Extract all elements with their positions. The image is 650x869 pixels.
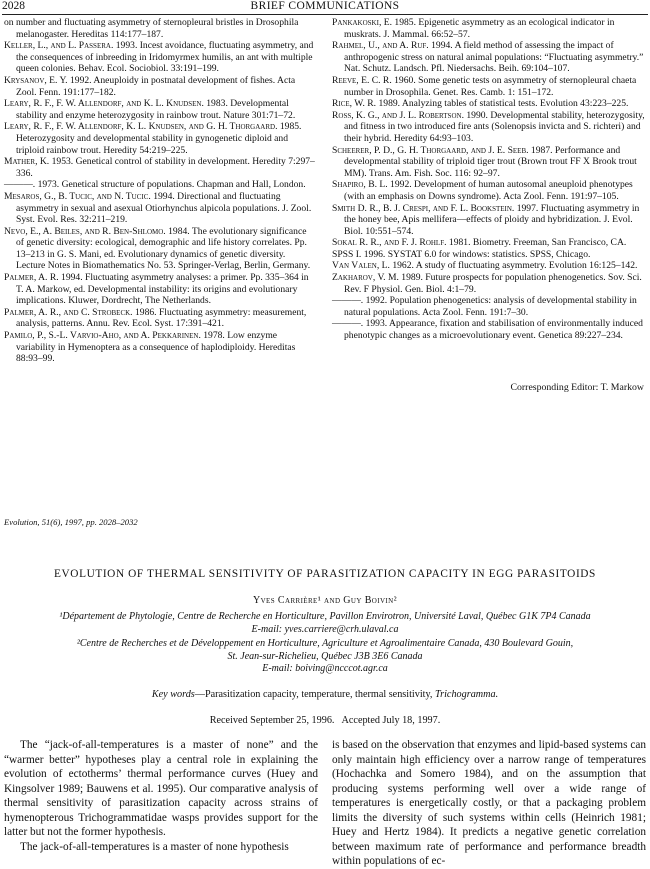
reference-authors: Pamilo, P., S.-L. Varvio-Aho, and A. Pekkarinen. (4, 330, 201, 342)
article-title: EVOLUTION OF THERMAL SENSITIVITY OF PARASITIZATION CAPACITY IN EGG PARASITOIDS (54, 568, 596, 580)
reference-authors: Leary, R. F., F. W. Allendorf, and K. L. Knudsen. (4, 98, 204, 110)
reference-authors: Shapiro, B. L. (332, 179, 388, 191)
affiliation-2: ²Centre de Recherches et de Développement en Horticulture, Agriculture et Agroalimentaire Canada, 430 Boulevard Gouin, (76, 638, 574, 649)
reference-entry (332, 179, 646, 202)
reference-authors: Nevo, E., A. Beiles, and R. Ben-Shlomo. (4, 225, 166, 237)
reference-authors: Mesaros, G., B. Tucic, and N. Tucic. (4, 190, 151, 202)
keywords (0, 689, 650, 700)
reference-authors: Mather, K. (4, 156, 50, 168)
reference-text: 1992. Population phenogenetics: analysis of developmental stability in natural populations. Acta Zool. Fenn. 191:7–30. (344, 295, 637, 318)
affiliation-2-email: E-mail: boiving@ncccot.agr.ca (262, 663, 388, 675)
reference-entry (332, 17, 646, 40)
reference-text: 1986. Fluctuating asymmetry: measurement, analysis, patterns. Annu. Rev. Ecol. Syst. 17:391–421. (16, 306, 307, 330)
reference-authors: Van Valen, L. (332, 260, 390, 272)
reference-entry (332, 110, 646, 145)
reference-text: 1989. Future prospects for population phenogenetics. Sov. Sci. Rev. F Physiol. Gen. Biol. 4:1–79. (344, 272, 642, 295)
body-paragraph: The jack-of-all-temperatures is a master of none hypothesis (20, 840, 289, 853)
reference-authors: Sokal R. R., and F. J. Rohlf. (332, 237, 447, 249)
reference-entry (332, 145, 646, 180)
reference-text: 1996. SYSTAT 6.0 for windows: statistics. SPSS, Chicago. (361, 248, 591, 260)
reference-text: 1994. Directional and fluctuating asymmetry in sexual and asexual Otiorhynchus alpicola populations. J. Zool. Syst. Evol. Res. 32:211–219. (16, 190, 312, 226)
references-right-column (332, 17, 646, 342)
reference-entry (332, 237, 646, 249)
reference-authors: Leary, R. F., F. W. Allendorf, K. L. Knudsen, and G. H. Thorgaard. (4, 121, 278, 133)
reference-authors: ———. (332, 295, 364, 307)
reference-authors: Palmer, A. R. (4, 272, 59, 284)
affiliation-1: ¹Département de Phytologie, Centre de Recherche en Horticulture, Pavillon Envirotron, Université Laval, Québec G1K 7P4 Canada (59, 611, 591, 622)
corresponding-editor: Corresponding Editor: T. Markow (510, 382, 644, 393)
reference-text: 1983. Developmental stability and enzyme heterozygosity in rainbow trout. Nature 301:71–72. (16, 98, 296, 121)
reference-entry (332, 75, 646, 98)
reference-entry (4, 272, 316, 307)
reference-text: 1962. A study of fluctuating asymmetry. Evolution 16:125–142. (389, 260, 638, 272)
reference-text: 1993. Incest avoidance, fluctuating asymmetry, and the consequences of inbreeding in Iridomyrmex humilis, an ant with multiple queen colonies. Behav. Ecol. Sociobiol. 33:191–199. (16, 40, 314, 75)
reference-entry (4, 191, 316, 226)
page-number: 2028 (2, 0, 25, 12)
reference-entry (332, 40, 646, 75)
keywords-label: Key words (151, 689, 195, 700)
reference-entry (4, 75, 316, 98)
reference-entry (332, 318, 646, 341)
received-accepted-dates: Received September 25, 1996. Accepted July 18, 1997. (209, 715, 441, 726)
affiliation-2-city: St. Jean-sur-Richelieu, Québec J3B 3E6 Canada (227, 650, 423, 662)
reference-authors: Rice, W. R. (332, 98, 377, 110)
reference-authors: Keller, L., and L. Passera. (4, 40, 114, 52)
reference-authors: ———. (4, 179, 36, 191)
reference-text: 1992. Development of human autosomal aneuploid phenotypes (with an emphasis on Downs syndrome). Acta Zool. Fenn. 191:97–105. (344, 179, 633, 202)
body-paragraph: is based on the observation that enzymes and lipid-based systems can only maintain high efficiency over a narrow range of temperatures (Hochachka and Somero 1984), and on the assumption that producing systems performing well over a wide range of temperatures is energetically costly, or that a packaging problem limits the diversity of such systems within cells (Heinrich 1981; Huey and Hertz 1984). It predicts a negative genetic correlation between maximum rate of performance and performance breadth within populations of ec- (332, 739, 646, 867)
reference-authors: Reeve, E. C. R. (332, 74, 392, 86)
reference-authors: Krysanov, E. Y. (4, 74, 68, 86)
reference-entry (332, 272, 646, 295)
reference-entry (332, 260, 646, 272)
reference-text: 1953. Genetical control of stability in development. Heredity 7:297–336. (16, 156, 315, 179)
reference-entry (332, 203, 646, 238)
body-right-column (332, 738, 646, 869)
reference-text: 1960. Some genetic tests on asymmetry of sternopleural chaeta number in Drosophila. Genet. Res. Camb. 1: 151–172. (344, 74, 637, 98)
reference-text: 1990. Developmental stability, heterozygosity, and fitness in two introduced fire ants (Solenopsis invicta and S. richteri) and their hybrid. Heredity 64:93–103. (344, 109, 645, 144)
reference-entry (332, 295, 646, 318)
reference-authors: Pankakoski, E. (332, 17, 393, 28)
reference-entry (4, 17, 316, 40)
reference-entry (4, 98, 316, 121)
reference-text: 1989. Analyzing tables of statistical tests. Evolution 43:223–225. (376, 98, 629, 110)
reference-entry (4, 40, 316, 75)
keywords-text: —Parasitization capacity, temperature, thermal sensitivity, (194, 689, 436, 700)
references-left-column (4, 17, 316, 365)
reference-text: 1973. Genetical structure of populations. Chapman and Hall, London. (35, 179, 306, 191)
reference-text: 1994. Fluctuating asymmetry analyses: a primer. Pp. 335–364 in T. A. Markow, ed. Developmental instability: its origins and evolutionary implications. Kluwer, Dordrecht, The Netherlands. (16, 272, 309, 307)
reference-authors: Smith D. R., B. J. Crespi, and F. L. Bookstein. (332, 202, 515, 214)
reference-entry (332, 249, 646, 261)
reference-authors: Zakharov, V. M. (332, 272, 399, 284)
reference-text: 1985. Heterozygosity and developmental stability in gynogenetic diploid and triploid rainbow trout. Heredity 54:219–225. (16, 121, 302, 156)
reference-text: 1981. Biometry. Freeman, San Francisco, CA. (446, 237, 627, 249)
reference-text: 1978. Low enzyme variability in Hymenoptera as a consequence of haplodiploidy. Hereditas 88:93–99. (16, 330, 296, 365)
reference-authors: Ross, K. G., and J. L. Robertson. (332, 109, 464, 121)
reference-authors: SPSS I. (332, 248, 362, 260)
reference-text: 1993. Appearance, fixation and stabilisation of environmentally induced phenotypic changes as a microevolutionary event. Genetica 89:227–234. (344, 318, 643, 342)
reference-entry (4, 156, 316, 179)
body-paragraph: The “jack-of-all-temperatures is a master of none” and the “warmer better” hypotheses play a central role in explaining the evolution of ectotherms’ thermal performance curves (Huey and Kingsolver 1989; Bauwens et al. 1995). Our comparative analysis of thermal sensitivity of parasitization capacity across strains of hymenopterous Trichogrammatidae wasps provides support for the latter but not the former hypothesis. (4, 739, 318, 838)
keywords-genus: Trichogramma. (435, 689, 499, 700)
reference-text: 1994. A field method of assessing the impact of anthropogenic stress on natural animal populations: “Fluctuating asymmetry.” Nat. Schutz. Landsch. Pfl. Niedersachs. Beih. 69:104–107. (344, 40, 644, 75)
reference-entry (4, 226, 316, 272)
reference-text: on number and fluctuating asymmetry of sternopleural bristles in Drosophila melanogaster. Hereditas 114:177–187. (4, 17, 299, 40)
reference-entry (4, 330, 316, 365)
reference-authors: Palmer, A. R., and C. Strobeck. (4, 306, 133, 318)
article-authors: Yves Carrière¹ and Guy Boivin² (252, 595, 398, 606)
running-header (2, 0, 648, 15)
reference-text: 1985. Epigenetic asymmetry as an ecological indicator in muskrats. J. Mammal. 66:52–57. (344, 17, 615, 40)
section-title: BRIEF COMMUNICATIONS (250, 0, 400, 12)
reference-authors: Rahmel, U., and A. Ruf. (332, 40, 429, 52)
article-citation: Evolution, 51(6), 1997, pp. 2028–2032 (4, 517, 138, 527)
reference-entry (4, 179, 316, 191)
reference-authors: Scheerer, P. D., G. H. Thorgaard, and J. E. Seeb. (332, 144, 529, 156)
reference-entry (4, 307, 316, 330)
body-left-column (4, 738, 318, 854)
reference-authors: ———. (332, 318, 364, 330)
reference-entry (4, 121, 316, 156)
reference-text: 1997. Fluctuating asymmetry in the honey bee, Apis mellifera—effects of ploidy and hybridization. J. Evol. Biol. 10:551–574. (344, 202, 640, 237)
reference-entry (332, 98, 646, 110)
affiliation-1-email: E-mail: yves.carriere@crh.ulaval.ca (251, 623, 399, 635)
reference-text: 1987. Performance and developmental stability of triploid tiger trout (Brown trout FF X Brook trout MM). Trans. Am. Fish. Soc. 116: 92–97. (344, 144, 637, 179)
reference-text: 1992. Aneuploidy in postnatal development of fishes. Acta Zool. Fenn. 191:177–182. (16, 74, 296, 98)
reference-text: 1984. The evolutionary significance of genetic diversity: ecological, demographic and life history correlates. Pp. 13–213 in G. S. Mani, ed. Evolutionary dynamics of genetic diversity. Lecture Notes in Biomathematics No. 53. Springer-Verlag, Berlin, Germany. (16, 225, 311, 272)
